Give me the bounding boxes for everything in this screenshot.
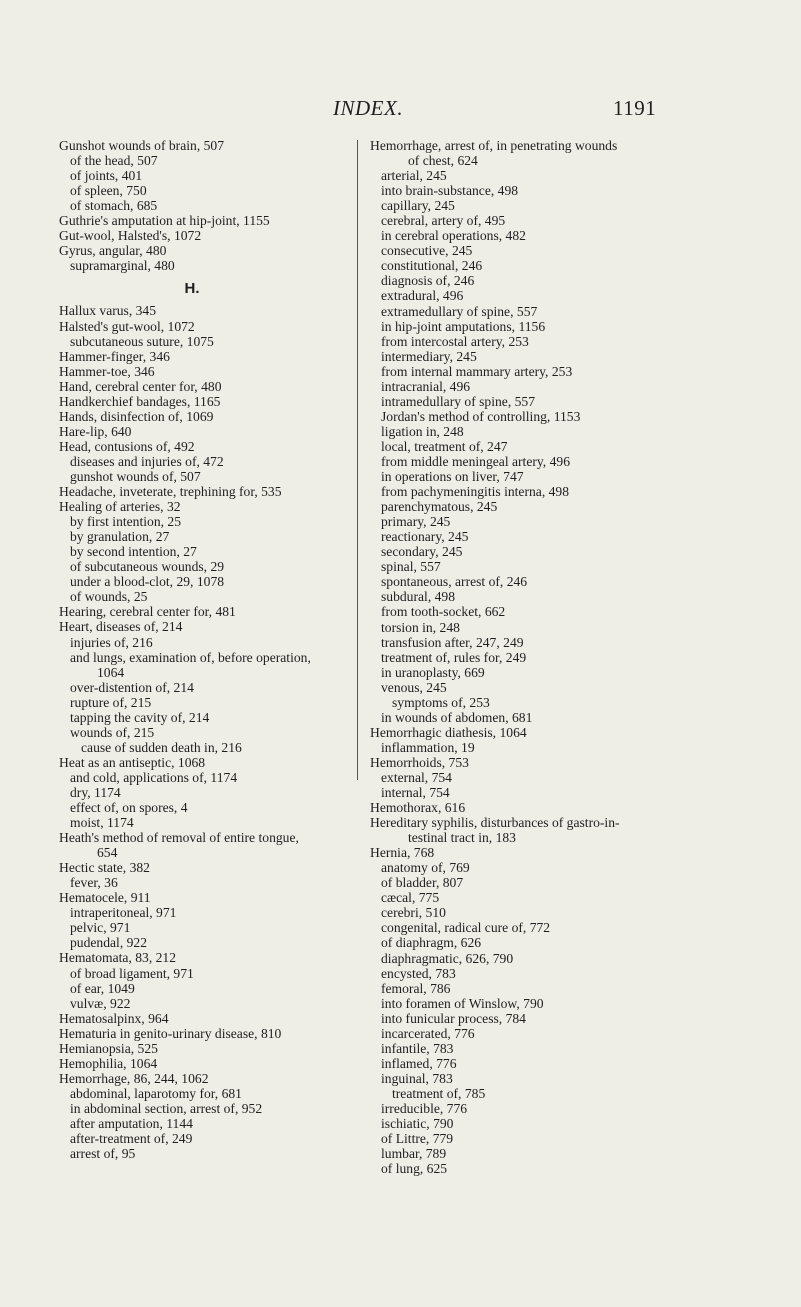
index-subentry: capillary, 245	[381, 198, 455, 214]
index-entry: Hematuria in genito-urinary disease, 810	[59, 1025, 282, 1041]
index-entry: Head, contusions of, 492	[59, 438, 195, 454]
index-subentry: in uranoplasty, 669	[381, 664, 485, 680]
index-entry: Hallux varus, 345	[59, 303, 157, 319]
index-subentry: reactionary, 245	[381, 529, 469, 545]
index-subentry: intracranial, 496	[381, 378, 471, 394]
index-subentry: from middle meningeal artery, 496	[381, 453, 570, 469]
index-entry: Healing of arteries, 32	[59, 499, 181, 515]
index-entry: Hematomata, 83, 212	[59, 950, 177, 966]
index-subentry: treatment of, rules for, 249	[381, 649, 527, 665]
index-subentry: irreducible, 776	[381, 1101, 468, 1116]
index-subentry: arrest of, 95	[70, 1146, 136, 1162]
index-subentry: of Littre, 779	[381, 1131, 454, 1147]
index-subentry: pelvic, 971	[70, 920, 131, 936]
index-subentry: in abdominal section, arrest of, 952	[70, 1100, 263, 1116]
index-subentry: of bladder, 807	[381, 875, 464, 891]
index-subentry: of lung, 625	[381, 1161, 448, 1177]
index-entry: Hemorrhagic diathesis, 1064	[370, 724, 527, 740]
index-entry: Hemophilia, 1064	[59, 1055, 158, 1071]
index-subentry: subdural, 498	[381, 589, 456, 605]
index-entry: Hemorrhage, arrest of, in penetrating wounds	[370, 138, 618, 153]
index-subentry: cerebral, artery of, 495	[381, 213, 506, 229]
index-subentry: spinal, 557	[381, 559, 441, 575]
index-subentry: external, 754	[381, 769, 452, 785]
index-subentry: pudendal, 922	[70, 935, 148, 951]
index-subentry: ischiatic, 790	[381, 1116, 454, 1132]
index-subentry: spontaneous, arrest of, 246	[381, 574, 528, 590]
index-entry: Hemorrhoids, 753	[370, 754, 469, 770]
index-entry: Hereditary syphilis, disturbances of gastro-in-	[370, 815, 620, 831]
index-entry: Handkerchief bandages, 1165	[59, 393, 221, 409]
index-subentry: arterial, 245	[381, 168, 447, 184]
index-subentry: from tooth-socket, 662	[381, 604, 506, 620]
index-subentry: subcutaneous suture, 1075	[70, 333, 214, 349]
index-subentry: and cold, applications of, 1174	[70, 769, 238, 785]
index-subentry: ligation in, 248	[381, 423, 464, 439]
index-entry: Guthrie's amputation at hip-joint, 1155	[59, 213, 270, 229]
index-subentry: from intercostal artery, 253	[381, 333, 529, 349]
index-subentry: into funicular process, 784	[381, 1010, 526, 1026]
index-subentry: after amputation, 1144	[70, 1116, 193, 1131]
index-subentry: under a blood-clot, 29, 1078	[70, 574, 225, 590]
index-subentry: tapping the cavity of, 214	[70, 709, 210, 725]
index-subentry: of broad ligament, 971	[70, 965, 194, 981]
index-entry: Hectic state, 382	[59, 860, 150, 876]
index-list-h	[59, 303, 345, 1161]
index-subentry: congenital, radical cure of, 772	[381, 920, 551, 936]
index-subentry: gunshot wounds of, 507	[70, 468, 201, 484]
running-head: INDEX.	[333, 96, 404, 120]
index-entry-continuation: 1064	[97, 664, 125, 680]
index-entry: Hematocele, 911	[59, 890, 151, 906]
index-subentry: supramarginal, 480	[70, 258, 175, 274]
index-subentry: of stomach, 685	[70, 198, 158, 214]
index-subentry: inflamed, 776	[381, 1055, 457, 1071]
index-subentry: intraperitoneal, 971	[70, 905, 177, 921]
index-subentry: incarcerated, 776	[381, 1025, 475, 1041]
index-entry: Gut-wool, Halsted's, 1072	[59, 228, 202, 244]
index-subentry: encysted, 783	[381, 965, 456, 981]
index-subentry: symptoms of, 253	[392, 694, 490, 710]
index-subentry: anatomy of, 769	[381, 860, 470, 876]
index-subentry: in wounds of abdomen, 681	[381, 709, 533, 725]
index-subentry: fever, 36	[70, 875, 118, 891]
column-divider	[357, 140, 358, 780]
index-subentry: infantile, 783	[381, 1040, 454, 1056]
index-subentry: local, treatment of, 247	[381, 438, 508, 454]
index-entry: Gunshot wounds of brain, 507	[59, 138, 225, 153]
index-entry: Hands, disinfection of, 1069	[59, 408, 214, 424]
index-subentry: moist, 1174	[70, 815, 134, 831]
index-subentry: cæcal, 775	[381, 890, 440, 906]
index-subentry: from pachymeningitis interna, 498	[381, 484, 570, 500]
index-subentry: effect of, on spores, 4	[70, 800, 188, 816]
index-subentry: into brain-substance, 498	[381, 183, 519, 199]
index-subentry: inguinal, 783	[381, 1070, 453, 1086]
index-subentry: of spleen, 750	[70, 183, 147, 199]
index-entry: Heath's method of removal of entire tongue,	[59, 830, 299, 846]
index-entry: Hand, cerebral center for, 480	[59, 378, 222, 394]
index-subentry: parenchymatous, 245	[381, 499, 498, 515]
right-index-column	[370, 138, 670, 1176]
index-subentry: over-distention of, 214	[70, 679, 194, 695]
index-subentry: transfusion after, 247, 249	[381, 634, 524, 650]
index-list-g	[59, 138, 345, 273]
left-index-column	[59, 138, 345, 1161]
index-subentry: of the head, 507	[70, 153, 158, 169]
index-subentry: lumbar, 789	[381, 1146, 447, 1162]
index-subentry: cerebri, 510	[381, 905, 446, 921]
index-subentry: diseases and injuries of, 472	[70, 453, 224, 469]
index-entry: Hearing, cerebral center for, 481	[59, 604, 236, 620]
index-subentry: intermediary, 245	[381, 348, 477, 364]
section-heading: H.	[184, 280, 200, 298]
index-subentry: of wounds, 25	[70, 589, 148, 605]
index-subentry: after-treatment of, 249	[70, 1131, 193, 1147]
index-entry: Hare-lip, 640	[59, 423, 132, 439]
index-subentry: vulvæ, 922	[70, 995, 131, 1011]
index-subentry: wounds of, 215	[70, 724, 155, 740]
index-subentry: constitutional, 246	[381, 258, 483, 274]
index-subentry: diagnosis of, 246	[381, 273, 475, 289]
index-subentry: secondary, 245	[381, 544, 463, 560]
index-entry: Heart, diseases of, 214	[59, 619, 183, 635]
page-header	[0, 96, 801, 120]
index-subentry: consecutive, 245	[381, 243, 473, 259]
index-subentry: in operations on liver, 747	[381, 469, 524, 485]
index-subentry: primary, 245	[381, 514, 451, 530]
index-subentry: dry, 1174	[70, 784, 121, 800]
index-subentry: Jordan's method of controlling, 1153	[381, 408, 581, 424]
index-entry: Halsted's gut-wool, 1072	[59, 318, 195, 334]
index-subentry: of diaphragm, 626	[381, 935, 482, 951]
index-subentry: of subcutaneous wounds, 29	[70, 559, 225, 575]
index-subentry: extramedullary of spine, 557	[381, 303, 538, 319]
index-entry: Hemothorax, 616	[370, 800, 466, 816]
index-subentry: in hip-joint amputations, 1156	[381, 318, 546, 334]
index-entry-continuation: of chest, 624	[408, 153, 478, 169]
index-subentry: by first intention, 25	[70, 514, 182, 530]
index-subentry: and lungs, examination of, before operation,	[70, 649, 311, 665]
index-entry: Hernia, 768	[370, 845, 435, 861]
index-entry: Hammer-toe, 346	[59, 363, 155, 379]
index-subentry: by granulation, 27	[70, 529, 170, 545]
index-subentry: extradural, 496	[381, 288, 464, 304]
index-subentry: of joints, 401	[70, 168, 143, 184]
index-subentry: internal, 754	[381, 785, 450, 801]
index-subentry: diaphragmatic, 626, 790	[381, 950, 514, 966]
index-entry: Heat as an antiseptic, 1068	[59, 754, 206, 770]
index-entry: Headache, inveterate, trephining for, 535	[59, 484, 282, 500]
index-subentry: abdominal, laparotomy for, 681	[70, 1085, 242, 1101]
index-entry: Gyrus, angular, 480	[59, 243, 167, 259]
index-subentry: inflammation, 19	[381, 739, 475, 755]
index-subentry: torsion in, 248	[381, 619, 460, 635]
index-subentry: intramedullary of spine, 557	[381, 393, 536, 409]
index-entry: Hemianopsia, 525	[59, 1040, 158, 1056]
index-subentry: by second intention, 27	[70, 544, 197, 560]
page-number: 1191	[613, 96, 657, 120]
index-subentry: treatment of, 785	[392, 1085, 486, 1101]
index-list-hemorrhage-hernia	[370, 138, 670, 1176]
index-entry: Hematosalpinx, 964	[59, 1010, 169, 1026]
index-entry-continuation: testinal tract in, 183	[408, 830, 516, 846]
index-subentry: from internal mammary artery, 253	[381, 363, 573, 379]
index-entry: Hammer-finger, 346	[59, 348, 170, 364]
index-subentry: cause of sudden death in, 216	[81, 739, 242, 755]
index-entry: Hemorrhage, 86, 244, 1062	[59, 1070, 209, 1086]
index-subentry: in cerebral operations, 482	[381, 228, 526, 244]
index-subentry: venous, 245	[381, 679, 447, 695]
index-subentry: rupture of, 215	[70, 694, 152, 710]
index-subentry: of ear, 1049	[70, 980, 135, 996]
index-subentry: into foramen of Winslow, 790	[381, 995, 544, 1011]
index-entry-continuation: 654	[97, 845, 118, 861]
index-subentry: femoral, 786	[381, 980, 451, 996]
index-subentry: injuries of, 216	[70, 634, 153, 650]
